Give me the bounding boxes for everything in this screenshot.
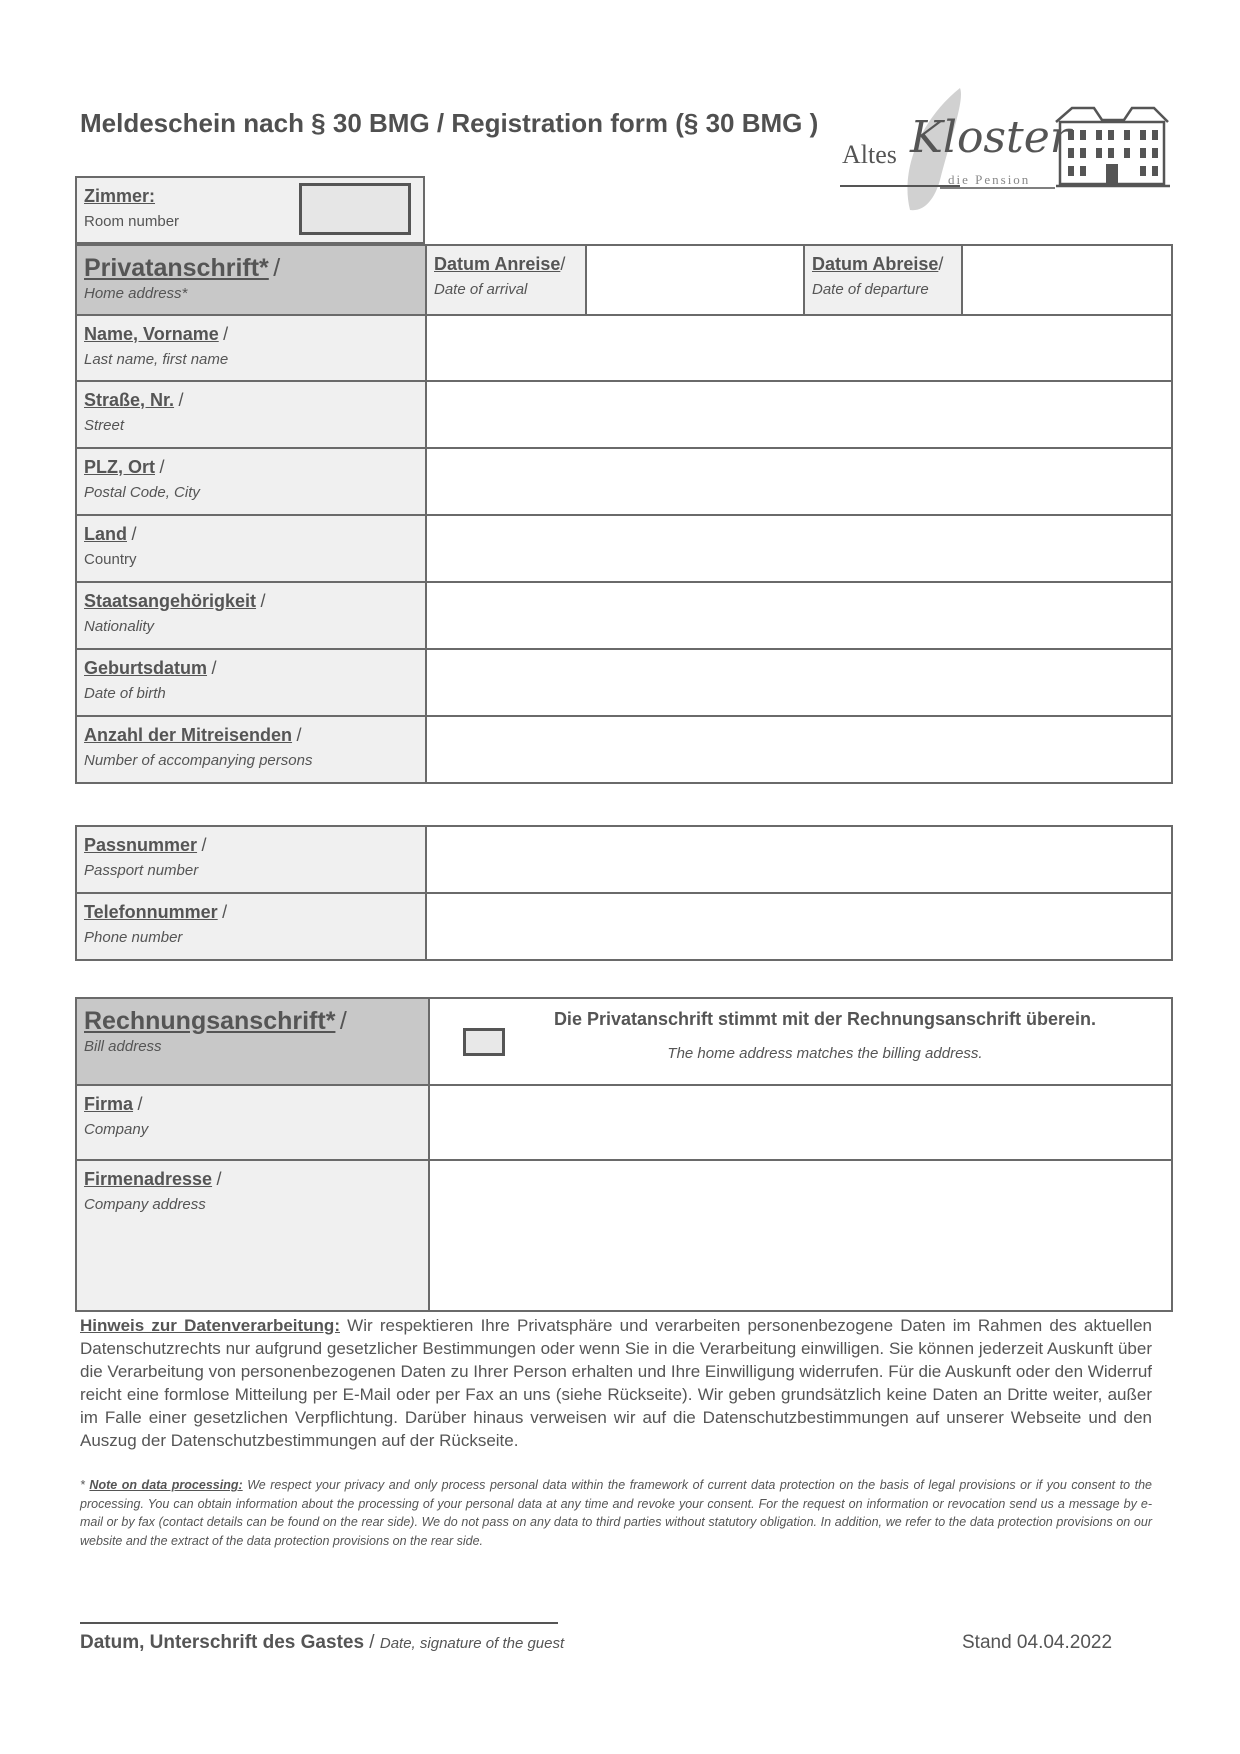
row-label-en: Country [84, 551, 137, 568]
notice-label-en: Note on data processing: [89, 1478, 243, 1492]
slash: / [201, 835, 207, 855]
postal-city-field[interactable] [426, 448, 1172, 515]
version-date: Stand 04.04.2022 [962, 1632, 1113, 1653]
slash: / [178, 390, 184, 410]
company-address-field[interactable] [429, 1160, 1172, 1311]
slash: / [273, 254, 281, 282]
row-label-en: Last name, first name [84, 351, 229, 368]
company-label-en: Company [84, 1121, 149, 1138]
personal-table [75, 244, 1173, 784]
room-cell [76, 177, 424, 243]
notice-text: Wir respektieren Ihre Privatsphäre und verarbeiten personenbezogene Daten im Rahmen des aktuellen Datenschutzrechts nur aufgrund gesetzlicher Bestimmungen oder wenn Sie in die Verarbeitung einwilligen. Sie können jederzeit Auskunft über die Verarbeitung von personenbezogenen Daten zu Ihrer Person erhalten und Ihre Einwilligung widerrufen. Für die Auskunft oder den Widerruf reicht eine formlose Mitteilung per E-Mail oder per Fax an uns (siehe Rückseite). Wir geben grundsätzlich keine Daten an Dritte weiter, außer im Falle einer gesetzlichen Verpflichtung. Darüber hinaus verweisen wir auf die Datenschutzbestimmungen auf unserer Webseite und den Auszug der Datenschutzbestimmungen auf der Rückseite. [80, 1316, 1152, 1450]
row-label-en: Postal Code, City [84, 484, 200, 501]
logo-text-kloster: Kloster [910, 112, 1071, 163]
slash: / [339, 1007, 347, 1035]
slash: / [137, 1094, 143, 1114]
slash: / [223, 324, 229, 344]
signature-label-en: Date, signature of the guest [379, 1635, 565, 1652]
data-processing-notice [80, 1314, 1152, 1452]
row-label [76, 582, 426, 649]
row-label [76, 826, 426, 893]
room-label: Zimmer: [84, 186, 156, 206]
row-label-en: Date of birth [84, 685, 166, 702]
signature-caption [80, 1632, 564, 1654]
departure-label: Datum Abreise [812, 254, 939, 274]
company-field[interactable] [429, 1085, 1172, 1160]
slash: / [938, 254, 944, 274]
company-label: Firma [84, 1094, 134, 1114]
row-label-de: Passnummer [84, 835, 198, 855]
asterisk: * [80, 1478, 90, 1492]
same-address-text-en: The home address matches the billing address. [667, 1045, 983, 1062]
page-title: Meldeschein nach § 30 BMG / Registration form (§ 30 BMG ) [80, 108, 819, 138]
contact-table [75, 825, 1173, 961]
home-address-header [76, 245, 426, 315]
same-address-checkbox[interactable] [463, 1028, 505, 1056]
notice-text-en: We respect your privacy and only process personal data within the framework of current data protection on the basis of legal provisions or if you consent to the processing. You can obtain information about the processing of your personal data at any time and revoke your consent. For the request on information or revocation send us a message by e-mail or by fax (contact details can be found on the rear side). We do not pass on any data to third parties without statutory obligation. In addition, we refer to the data protection provisions on our website and the extract of the data protection provisions on the rear side. [80, 1478, 1152, 1548]
company-address-label: Firmenadresse [84, 1169, 213, 1189]
passport-field[interactable] [426, 826, 1172, 893]
row-label [76, 381, 426, 448]
arrival-label: Datum Anreise [434, 254, 561, 274]
billing-table [75, 997, 1173, 1312]
arrival-date-field[interactable] [586, 245, 804, 315]
row-label [76, 1085, 429, 1160]
arrival-label-cell [426, 245, 586, 315]
row-label-en: Phone number [84, 929, 183, 946]
departure-label-en: Date of departure [812, 281, 929, 298]
street-field[interactable] [426, 381, 1172, 448]
logo-text-pension: die Pension [948, 172, 1031, 187]
row-label [76, 716, 426, 783]
signature-label: Datum, Unterschrift des Gastes [80, 1632, 365, 1653]
slash: / [131, 524, 137, 544]
slash: / [260, 591, 266, 611]
name-field[interactable] [426, 315, 1172, 381]
row-label [76, 315, 426, 381]
departure-label-cell [804, 245, 962, 315]
logo-text-altes: Altes [842, 140, 897, 169]
phone-field[interactable] [426, 893, 1172, 960]
row-label-en: Street [84, 417, 125, 434]
company-address-label-en: Company address [84, 1196, 206, 1213]
slash: / [216, 1169, 222, 1189]
home-address-label: Privatanschrift* [84, 254, 269, 282]
row-label-de: Telefonnummer [84, 902, 218, 922]
row-label-de: Land [84, 524, 127, 544]
notice-label: Hinweis zur Datenverarbeitung: [80, 1316, 340, 1335]
row-label [76, 515, 426, 582]
slash: / [222, 902, 228, 922]
departure-date-field[interactable] [962, 245, 1172, 315]
nationality-field[interactable] [426, 582, 1172, 649]
row-label-de: Name, Vorname [84, 324, 219, 344]
row-label-en: Passport number [84, 862, 199, 879]
room-number-field[interactable] [299, 183, 411, 235]
room-table [75, 176, 425, 244]
same-address-cell [429, 998, 1172, 1085]
row-label-de: PLZ, Ort [84, 457, 155, 477]
slash: / [159, 457, 165, 477]
same-address-text: Die Privatanschrift stimmt mit der Rechnungsanschrift überein. [553, 1009, 1097, 1029]
row-label-de: Straße, Nr. [84, 390, 175, 410]
signature-line[interactable] [80, 1622, 558, 1624]
row-label [76, 448, 426, 515]
data-processing-notice-en [80, 1476, 1152, 1550]
row-label [76, 893, 426, 960]
bill-address-label: Rechnungsanschrift* [84, 1007, 336, 1035]
slash: / [296, 725, 302, 745]
bill-address-label-en: Bill address [84, 1038, 162, 1055]
row-label [76, 649, 426, 716]
row-label-en: Number of accompanying persons [84, 752, 313, 769]
home-address-label-en: Home address* [84, 285, 188, 302]
slash: / [560, 254, 566, 274]
bill-address-header [76, 998, 429, 1085]
accompanying-persons-field[interactable] [426, 716, 1172, 783]
slash: / [364, 1632, 380, 1653]
row-label-de: Anzahl der Mitreisenden [84, 725, 293, 745]
row-label-en: Nationality [84, 618, 155, 635]
room-label-en: Room number [84, 213, 180, 230]
arrival-label-en: Date of arrival [434, 281, 528, 298]
slash: / [211, 658, 217, 678]
row-label-de: Staatsangehörigkeit [84, 591, 257, 611]
row-label-de: Geburtsdatum [84, 658, 208, 678]
birthdate-field[interactable] [426, 649, 1172, 716]
country-field[interactable] [426, 515, 1172, 582]
row-label [76, 1160, 429, 1311]
